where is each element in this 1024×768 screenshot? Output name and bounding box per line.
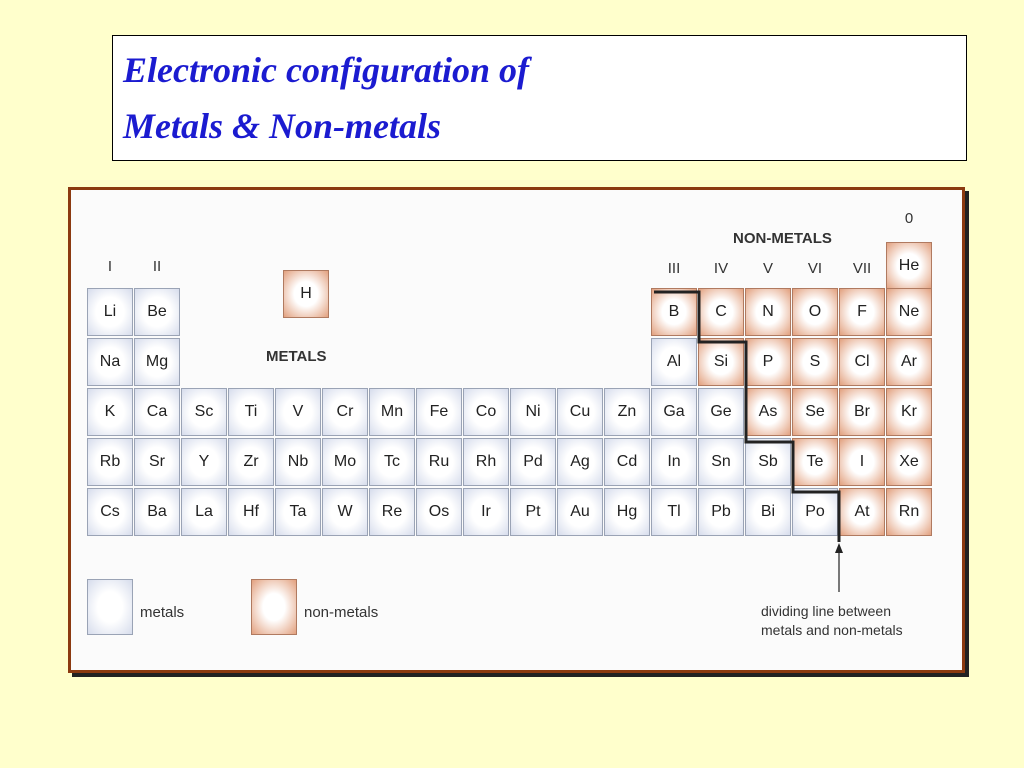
element-cell-hg: Hg (604, 488, 650, 536)
element-cell-v: V (275, 388, 321, 436)
element-cell-os: Os (416, 488, 462, 536)
element-cell-cd: Cd (604, 438, 650, 486)
element-cell-o: O (792, 288, 838, 336)
element-cell-ir: Ir (463, 488, 509, 536)
element-cell-bi: Bi (745, 488, 791, 536)
title-line-2: Metals & Non-metals (123, 106, 442, 146)
element-cell-at: At (839, 488, 885, 536)
element-cell-sn: Sn (698, 438, 744, 486)
element-cell-p: P (745, 338, 791, 386)
element-cell-na: Na (87, 338, 133, 386)
element-cell-n: N (745, 288, 791, 336)
element-cell-te: Te (792, 438, 838, 486)
metals-heading: METALS (266, 348, 327, 365)
element-cell-ta: Ta (275, 488, 321, 536)
element-cell-ga: Ga (651, 388, 697, 436)
element-cell-al: Al (651, 338, 697, 386)
periodic-table-frame (68, 187, 965, 673)
element-cell-ti: Ti (228, 388, 274, 436)
title-line-1: Electronic configuration of (123, 50, 530, 90)
element-cell-po: Po (792, 488, 838, 536)
element-cell-br: Br (839, 388, 885, 436)
element-cell-c: C (698, 288, 744, 336)
element-cell-fe: Fe (416, 388, 462, 436)
element-cell-he: He (886, 242, 932, 290)
element-cell-sb: Sb (745, 438, 791, 486)
group-label-iv: IV (713, 260, 729, 277)
element-cell-ca: Ca (134, 388, 180, 436)
element-cell-mg: Mg (134, 338, 180, 386)
legend-metals-label: metals (140, 604, 185, 621)
element-cell-mn: Mn (369, 388, 415, 436)
element-cell-pd: Pd (510, 438, 556, 486)
element-cell-re: Re (369, 488, 415, 536)
group-label-vii: VII (852, 260, 872, 277)
element-cell-ne: Ne (886, 288, 932, 336)
element-cell-rb: Rb (87, 438, 133, 486)
dividing-line-note-2: metals and non-metals (761, 622, 903, 638)
element-cell-in: In (651, 438, 697, 486)
element-cell-zr: Zr (228, 438, 274, 486)
element-cell-b: B (651, 288, 697, 336)
element-cell-k: K (87, 388, 133, 436)
element-cell-hf: Hf (228, 488, 274, 536)
element-cell-tl: Tl (651, 488, 697, 536)
element-cell-ar: Ar (886, 338, 932, 386)
element-cell-ni: Ni (510, 388, 556, 436)
title-box (112, 35, 967, 161)
element-cell-xe: Xe (886, 438, 932, 486)
element-cell-au: Au (557, 488, 603, 536)
non-metals-heading: NON-METALS (733, 230, 832, 247)
element-cell-cl: Cl (839, 338, 885, 386)
element-cell-sc: Sc (181, 388, 227, 436)
dividing-line (654, 292, 839, 542)
group-label-v: V (762, 260, 773, 277)
group-label-ii: II (152, 258, 162, 275)
element-cell-as: As (745, 388, 791, 436)
dividing-line-arrowhead (835, 543, 843, 553)
element-cell-tc: Tc (369, 438, 415, 486)
group-label-vi: VI (807, 260, 823, 277)
element-cell-ru: Ru (416, 438, 462, 486)
element-cell-be: Be (134, 288, 180, 336)
element-cell-rh: Rh (463, 438, 509, 486)
group-zero-label: 0 (904, 210, 914, 227)
element-cell-i: I (839, 438, 885, 486)
element-cell-ge: Ge (698, 388, 744, 436)
element-cell-li: Li (87, 288, 133, 336)
element-cell-zn: Zn (604, 388, 650, 436)
element-cell-cr: Cr (322, 388, 368, 436)
element-cell-nb: Nb (275, 438, 321, 486)
group-label-iii: III (667, 260, 681, 277)
element-cell-w: W (322, 488, 368, 536)
element-cell-f: F (839, 288, 885, 336)
element-cell-la: La (181, 488, 227, 536)
element-cell-mo: Mo (322, 438, 368, 486)
element-cell-sr: Sr (134, 438, 180, 486)
element-cell-pb: Pb (698, 488, 744, 536)
element-cell-se: Se (792, 388, 838, 436)
legend-nonmetals-label: non-metals (304, 604, 379, 621)
element-cell-co: Co (463, 388, 509, 436)
element-cell-ba: Ba (134, 488, 180, 536)
element-cell-rn: Rn (886, 488, 932, 536)
element-cell-s: S (792, 338, 838, 386)
element-cell-ag: Ag (557, 438, 603, 486)
element-cell-si: Si (698, 338, 744, 386)
element-cell-pt: Pt (510, 488, 556, 536)
dividing-line-note-1: dividing line between (761, 603, 891, 619)
element-cell-kr: Kr (886, 388, 932, 436)
element-cell-cs: Cs (87, 488, 133, 536)
element-cell-h: H (283, 270, 329, 318)
group-label-i: I (107, 258, 113, 275)
element-cell-cu: Cu (557, 388, 603, 436)
element-cell-y: Y (181, 438, 227, 486)
